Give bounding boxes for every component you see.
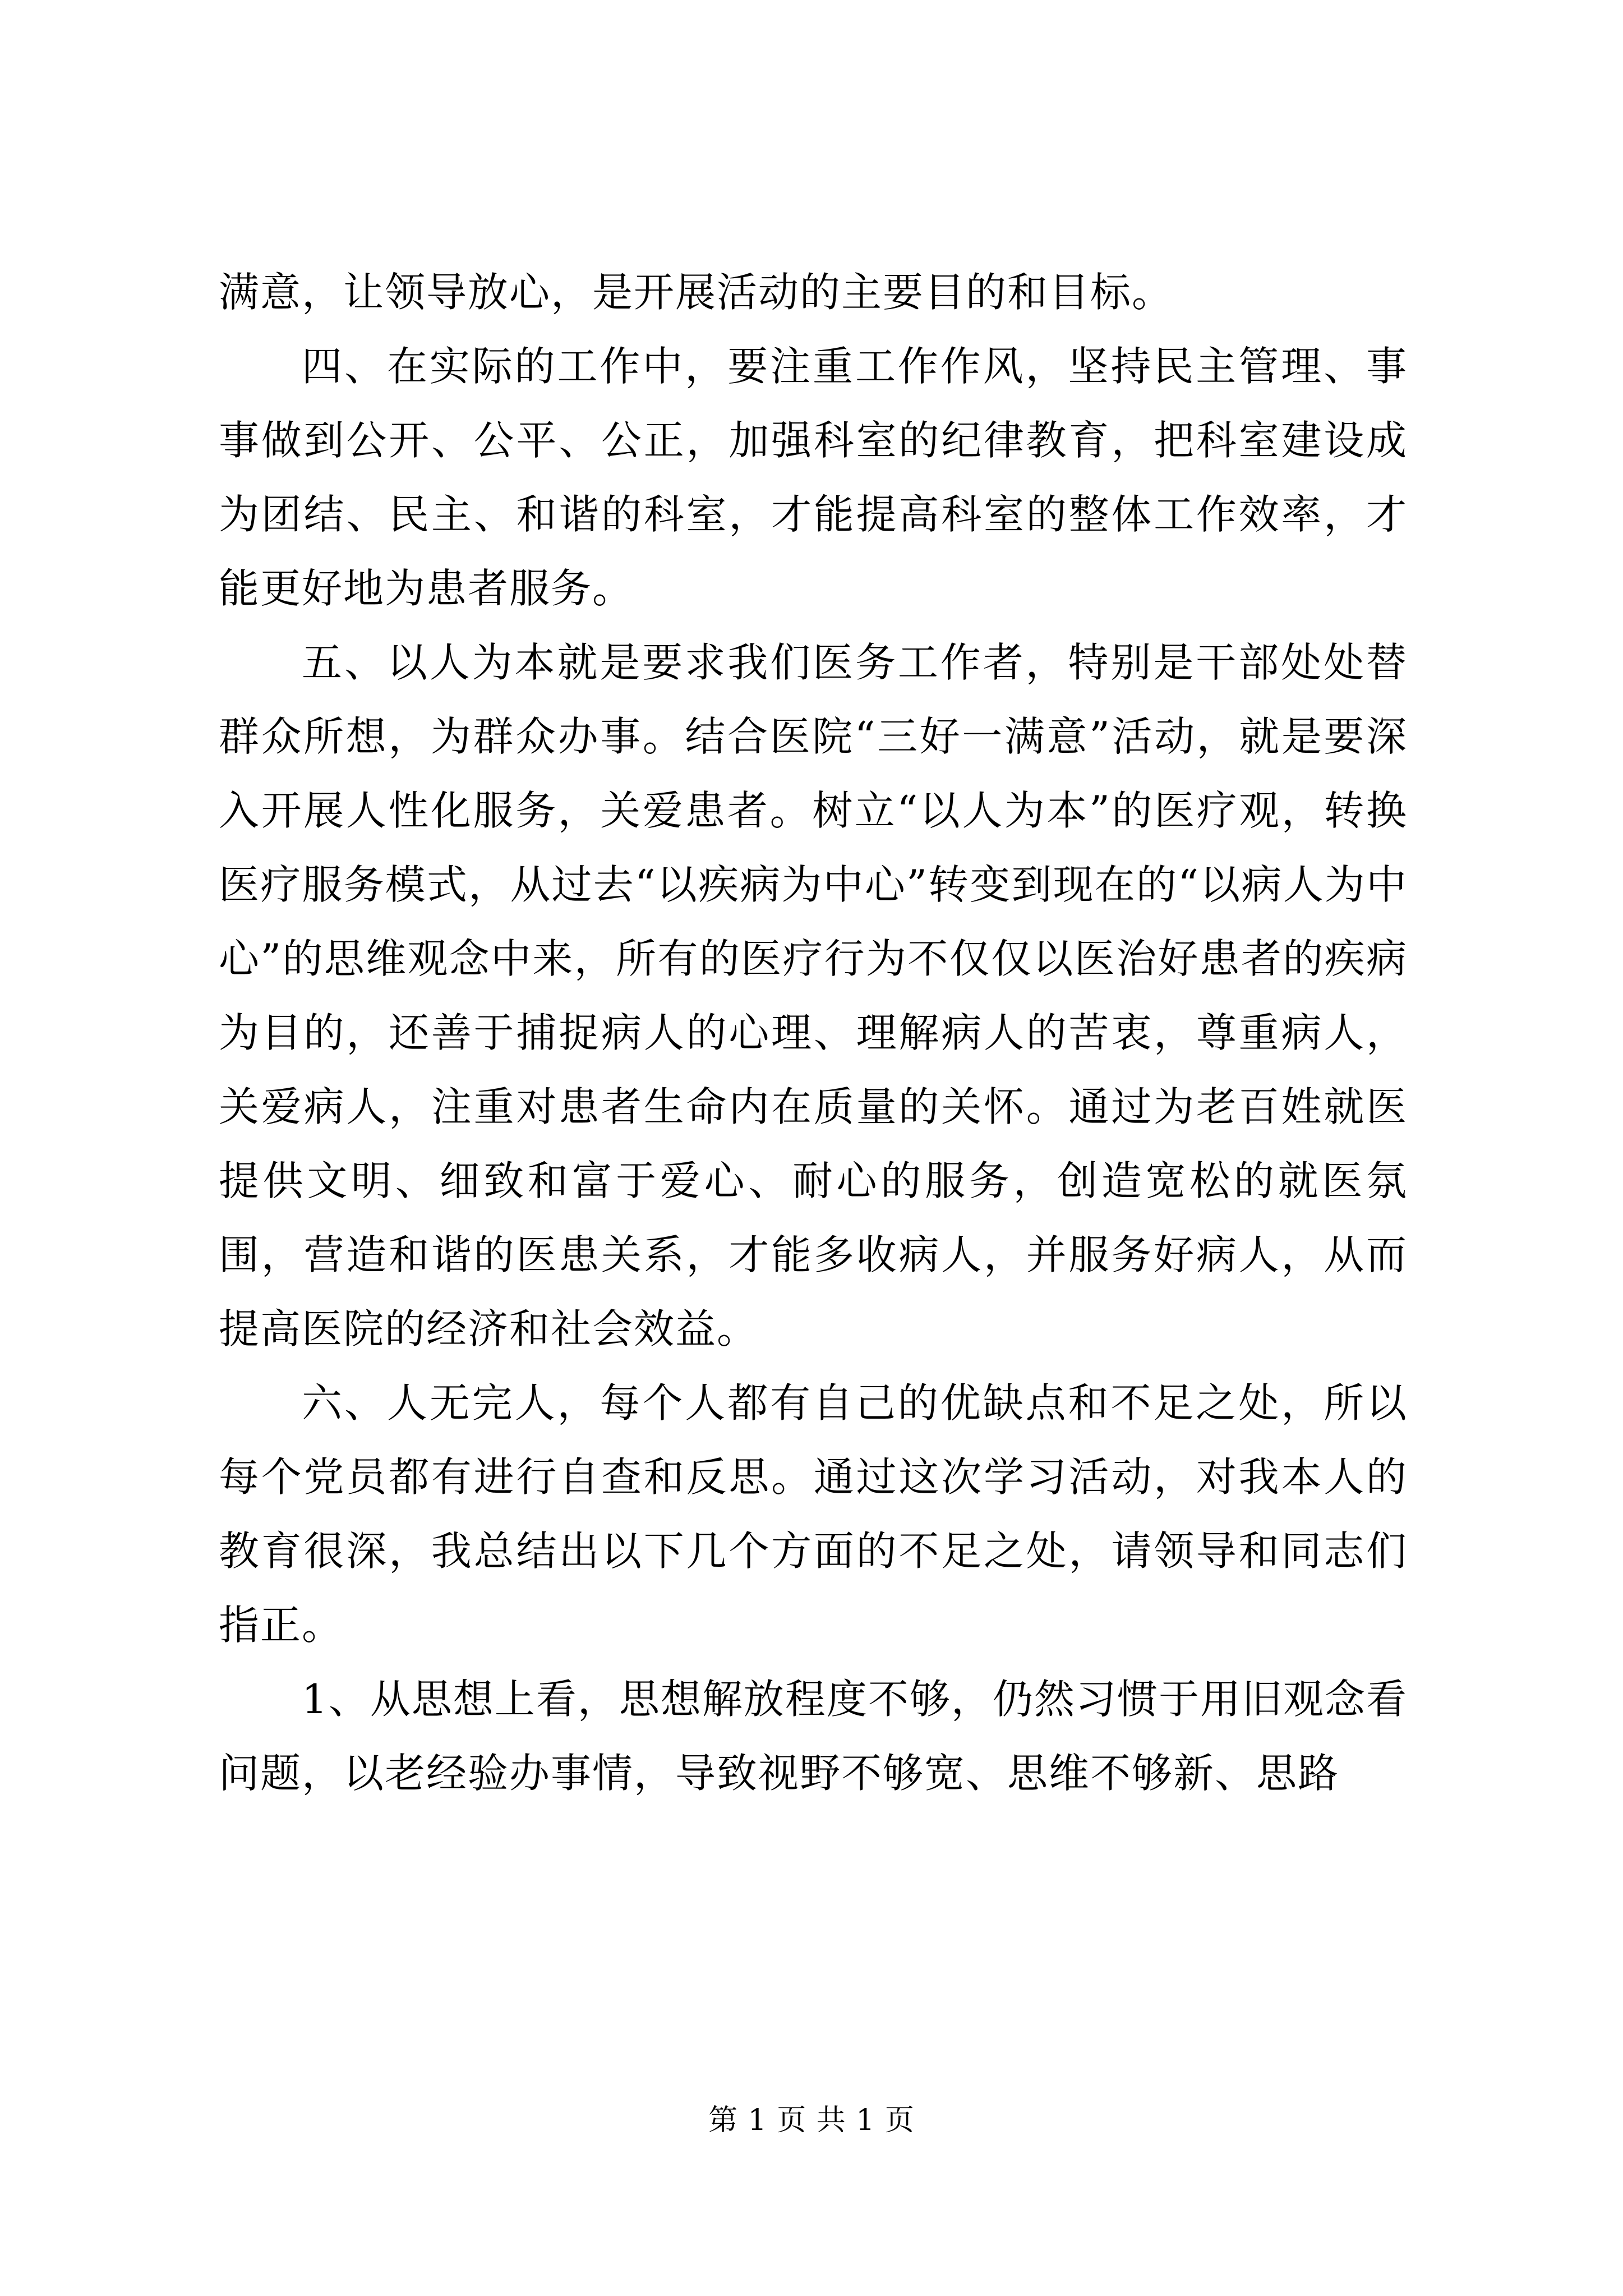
paragraph-section-six: 六、人无完人，每个人都有自己的优缺点和不足之处，所以每个党员都有进行自查和反思。通过这次学习活动，对我本人的教育很深，我总结出以下几个方面的不足之处，请领导和同志们指正。 [219,1379,1408,1649]
page-footer: 第 1 页 共 1 页 [708,2104,915,2137]
paragraph-continuation: 满意，让领导放心，是开展活动的主要目的和目标。 [219,269,1174,316]
paragraph-section-four: 四、在实际的工作中，要注重工作作风，坚持民主管理、事事做到公开、公平、公正，加强科室的纪律教育，把科室建设成为团结、民主、和谐的科室，才能提高科室的整体工作效率，才能更好地为患者服务。 [219,343,1408,612]
paragraph-section-five: 五、以人为本就是要求我们医务工作者，特别是干部处处替群众所想，为群众办事。结合医院“三好一满意”活动，就是要深入开展人性化服务，关爱患者。树立“以人为本”的医疗观，转换医疗服务模式，从过去“以疾病为中心”转变到现在的“以病人为中心”的思维观念中来，所有的医疗行为不仅仅以医治好患者的疾病为目的，还善于捕捉病人的心理、理解病人的苦衷，尊重病人，关爱病人，注重对患者生命内在质量的关怀。通过为老百姓就医提供文明、细致和富于爱心、耐心的服务，创造宽松的就医氛围，营造和谐的医患关系，才能多收病人，并服务好病人，从而提高医院的经济和社会效益。 [219,639,1408,1352]
paragraph-item-one: 1、从思想上看，思想解放程度不够，仍然习惯于用旧观念看问题，以老经验办事情，导致视野不够宽、思维不够新、思路 [219,1676,1408,1797]
document-body [219,255,1408,1810]
